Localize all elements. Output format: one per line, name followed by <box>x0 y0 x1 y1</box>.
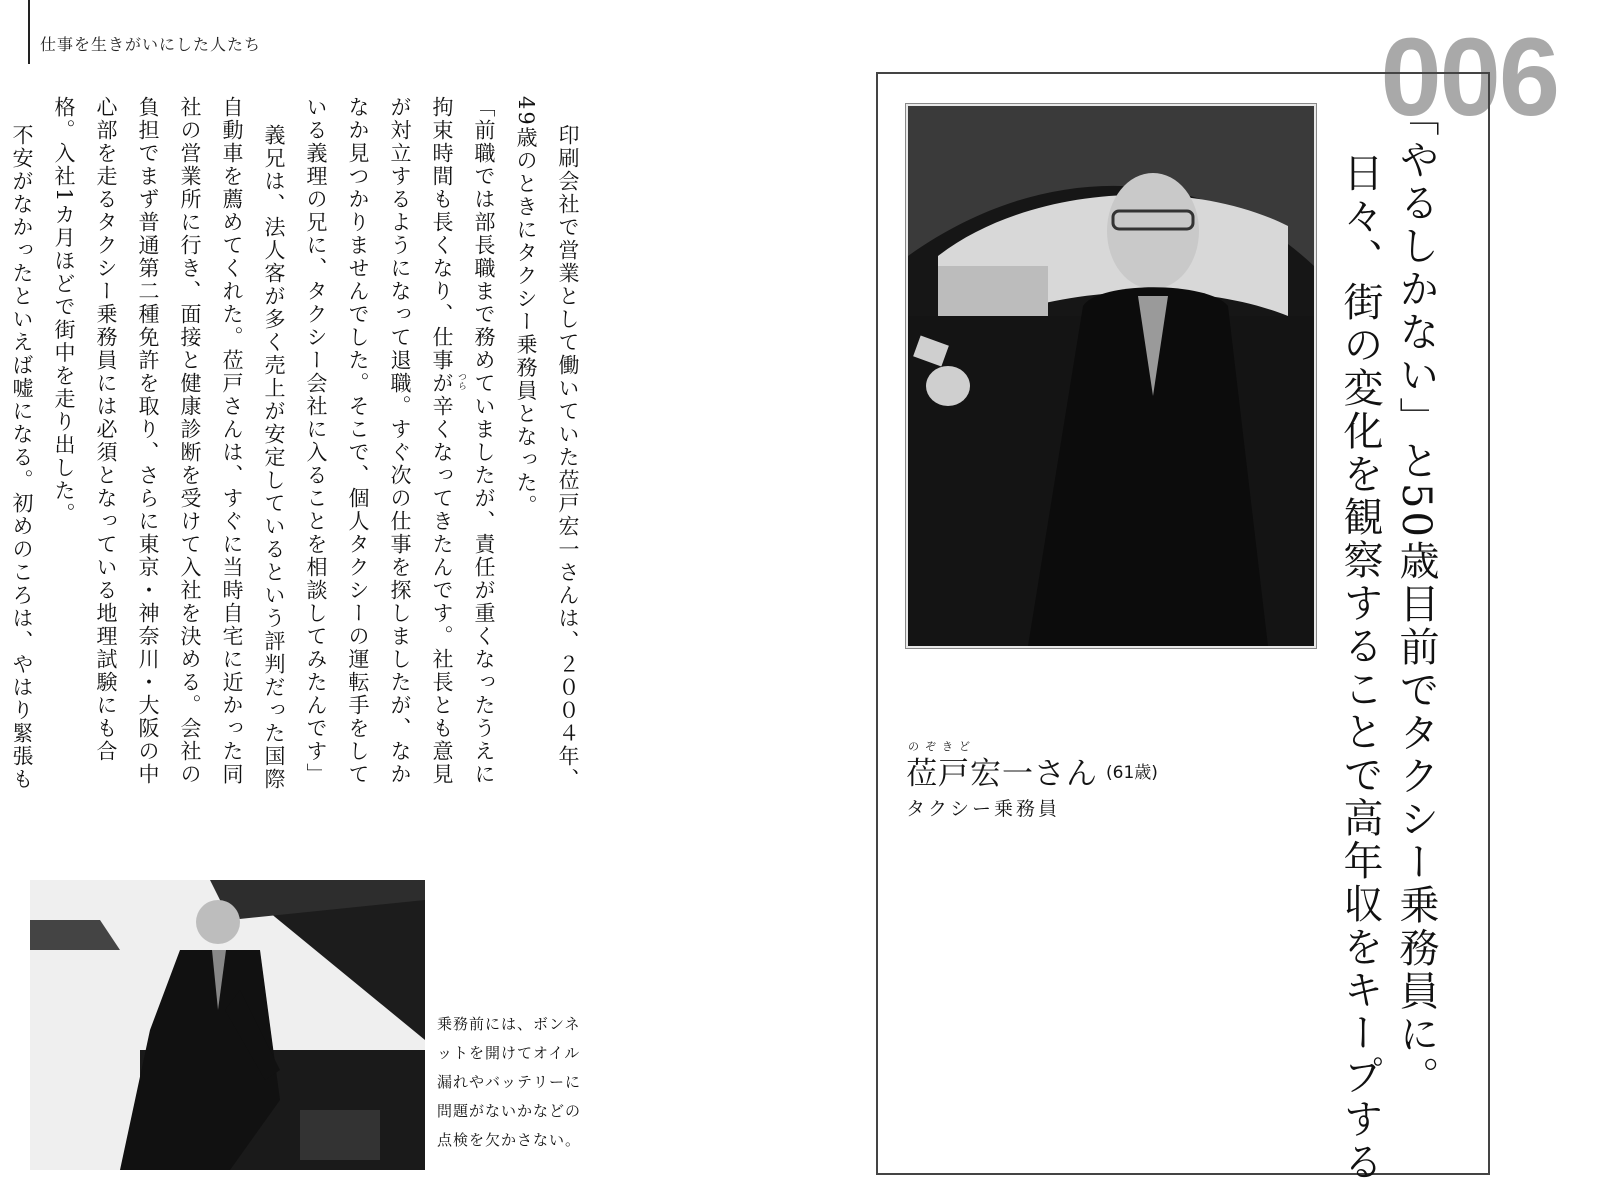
body-column-12: 心部を走るタクシー乗務員には必須となっている地理試験にも合 <box>94 96 118 763</box>
body-column-9: 自動車を薦めてくれた。莅戸さんは、すぐに当時自宅に近かった同 <box>220 96 244 786</box>
body-column-14: 不安がなかったといえば嘘になる。初めのころは、やはり緊張も <box>10 124 34 791</box>
body-column-8: 義兄は、法人客が多く売上が安定しているという評判だった国際 <box>262 124 286 791</box>
person-age: (61歳) <box>1106 763 1158 783</box>
portrait-photo <box>906 104 1316 648</box>
headline-main: 「やるしかない」と50歳目前でタクシー乗務員に。 <box>1393 96 1439 1099</box>
body-column-11: 負担でまず普通第二種免許を取り、さらに東京・神奈川・大阪の中 <box>136 96 160 786</box>
body-column-3: 「前職では部長職まで務めていましたが、責任が重くなったうえに <box>472 96 496 786</box>
engine-check-photo <box>30 880 425 1170</box>
body-column-4: 拘束時間も長くなり、仕事が辛くなってきたんです。社長とも意見 <box>430 96 454 786</box>
headline-sub: 日々、街の変化を観察することで高年収をキープする <box>1337 152 1383 1184</box>
name-ruby: のぞきど <box>908 740 976 753</box>
body-column-7: いる義理の兄に、タクシー会社に入ることを相談してみたんです」 <box>304 96 328 786</box>
body-column-2: 49歳のときにタクシー乗務員となった。 <box>514 96 538 518</box>
person-name: 莅戸宏一さん <box>906 756 1098 792</box>
body-column-13: 格。入社1カ月ほどで街中を走り出した。 <box>52 96 76 526</box>
body-column-1: 印刷会社で営業として働いていた莅戸宏一さんは、２００４年、 <box>556 124 580 791</box>
ruby-annotation: つら <box>456 372 466 390</box>
person-role: タクシー乗務員 <box>906 798 1061 820</box>
photo-caption: 乗務前には、ボンネットを開けてオイル漏れやバッテリーに問題がないかなどの点検を欠かさない。 <box>437 1015 582 1149</box>
running-title: 仕事を生きがいにした人たち <box>40 35 262 54</box>
header-rule <box>28 0 30 64</box>
body-column-5: が対立するようになって退職。すぐ次の仕事を探しましたが、なか <box>388 96 412 786</box>
body-column-6: なか見つかりませんでした。そこで、個人タクシーの運転手をして <box>346 96 370 786</box>
page-number: 006 <box>1380 16 1558 139</box>
body-column-10: 社の営業所に行き、面接と健康診断を受けて入社を決める。会社の <box>178 96 202 786</box>
